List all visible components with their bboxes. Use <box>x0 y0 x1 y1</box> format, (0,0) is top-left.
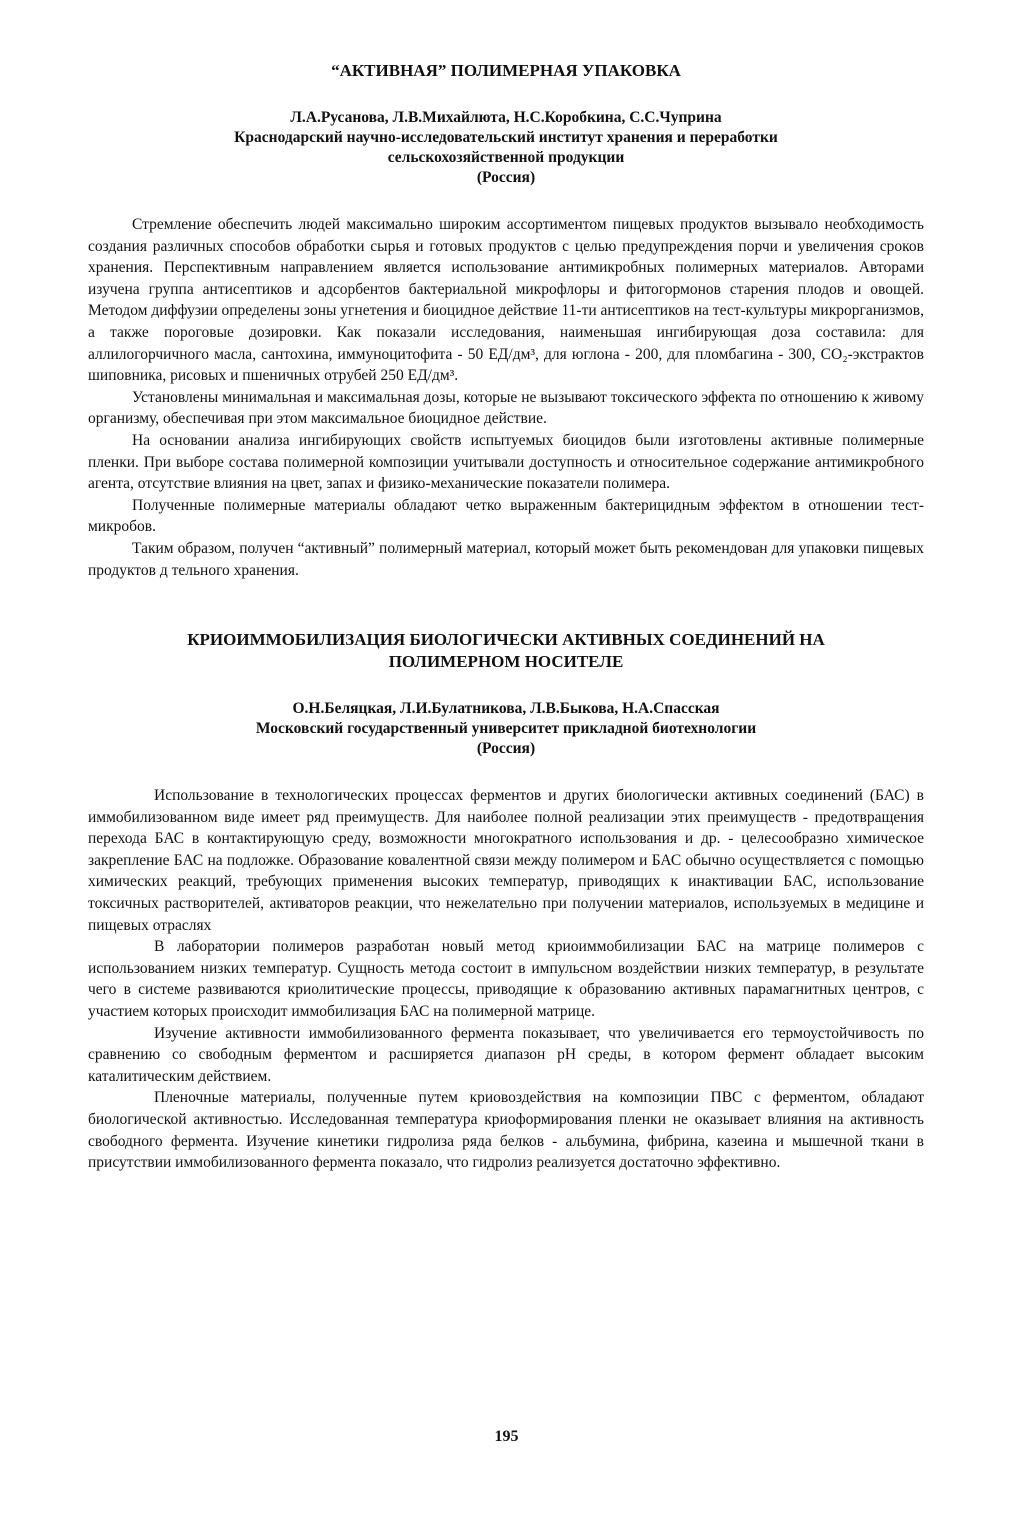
article1-paragraph: Полученные полимерные материалы обладают четко выраженным бактерицидным эффектом в отношении тест-микробов. <box>88 496 924 536</box>
article1-paragraph: Установлены минимальная и максимальная дозы, которые не вызывают токсического эффекта по отношению к живому организму, обеспечивая при этом максимальное биоцидное действие. <box>88 388 924 428</box>
article2-authors: О.Н.Беляцкая, Л.И.Булатникова, Л.В.Быкова, Н.А.Спасская <box>292 700 720 718</box>
article2-body <box>88 785 924 1174</box>
page-content <box>88 60 924 1174</box>
article1-title: “АКТИВНАЯ” ПОЛИМЕРНАЯ УПАКОВКА <box>331 61 681 80</box>
article1-affiliation-line1: Краснодарский научно-исследовательский институт хранения и переработки <box>234 129 778 146</box>
article2-country: (Россия) <box>476 740 536 758</box>
article2-title-line1: КРИОИММОБИЛИЗАЦИЯ БИОЛОГИЧЕСКИ АКТИВНЫХ СОЕДИНЕНИЙ НА <box>187 630 825 650</box>
article2-paragraph: Использование в технологических процессах ферментов и других биологически активных соединений (БАС) в иммобилизованном виде имеет ряд преимуществ. Для наиболее полной реализации этих преимуществ - предотвращения перехода БАС в контактирующую среду, возможности многократного использования и др. - целесообразно химическое закрепление БАС на подложке. Образование ковалентной связи между полимером и БАС обычно осуществляется с помощью химических реакций, требующих применения высоких температур, приводящих к инактивации БАС, использование токсичных растворителей, активаторов реакции, что нежелательно при получении материалов, используемых в медицине и пищевых отраслях <box>88 787 924 934</box>
article2-paragraph: Изучение активности иммобилизованного фермента показывает, что увеличивается его термоустойчивость по сравнению со свободным ферментом и расширяется диапазон pH среды, в котором фермент обладает высоким каталитическим действием. <box>88 1024 924 1085</box>
article1-country: (Россия) <box>476 169 536 186</box>
article1-paragraph: Стремление обеспечить людей максимально широким ассортиментом пищевых продуктов вызывало необходимость создания различных способов обработки сырья и готовых продуктов с целью предупреждения порчи и увеличения сроков хранения. Перспективным направлением является использование антимикробных полимерных материалов. Авторами изучена группа антисептиков и адсорбентов бактериальной микрофлоры и фитогормонов старения плодов и овощей. Методом диффузии определены зоны угнетения и биоцидное действие 11-ти антисептиков на тест-культуры микрорганизмов, а также пороговые дозировки. Как показали исследования, наименьшая ингибирующая доза составила: для аллилогорчичного масла, сантохина, иммуноцитофита - 50 ЕД/дм³, для юглона - 200, для пломбагина - 300, СО₂-экстрактов шиповника, рисовых и пшеничных отрубей 250 ЕД/дм³. <box>88 216 924 385</box>
article2-paragraph: В лаборатории полимеров разработан новый метод криоиммобилизации БАС на матрице полимеров с использованием низких температур. Сущность метода состоит в импульсном воздействии низких температур, в результате чего в системе развиваются криолитические процессы, приводящие к образованию активных парамагнитных центров, с участием которых происходит иммобилизация БАС на полимерной матрице. <box>88 938 924 1021</box>
article1-paragraph: На основании анализа ингибирующих свойств испытуемых биоцидов были изготовлены активные полимерные пленки. При выборе состава полимерной композиции учитывали доступность и относительное содержание антимикробного агента, отсутствие влияния на цвет, запах и физико-механические показатели полимера. <box>88 431 924 493</box>
page-number: 195 <box>494 1428 519 1445</box>
article2-title-line2: ПОЛИМЕРНОМ НОСИТЕЛЕ <box>388 652 624 672</box>
article1-authors: Л.А.Русанова, Л.В.Михайлюта, Н.С.Коробкина, С.С.Чуприна <box>290 109 722 126</box>
article2-affiliation: Московский государственный университет прикладной биотехнологии <box>255 720 757 738</box>
article1-body <box>88 214 924 581</box>
article1-paragraph: Таким образом, получен “активный” полимерный материал, который может быть рекомендован для упаковки пищевых продуктов д тельного хранения. <box>88 539 924 579</box>
article2-paragraph: Пленочные материалы, полученные путем криовоздействия на композиции ПВС с ферментом, обладают биологической активностью. Исследованная температура криоформирования пленки не оказывает влияния на активность свободного фермента. Изучение кинетики гидролиза ряда белков - альбумина, фибрина, казеина и мышечной ткани в присутствии иммобилизованного фермента показало, что гидролиз реализуется достаточно эффективно. <box>88 1089 924 1172</box>
article1-affiliation-line2: сельскохозяйственной продукции <box>387 149 625 166</box>
